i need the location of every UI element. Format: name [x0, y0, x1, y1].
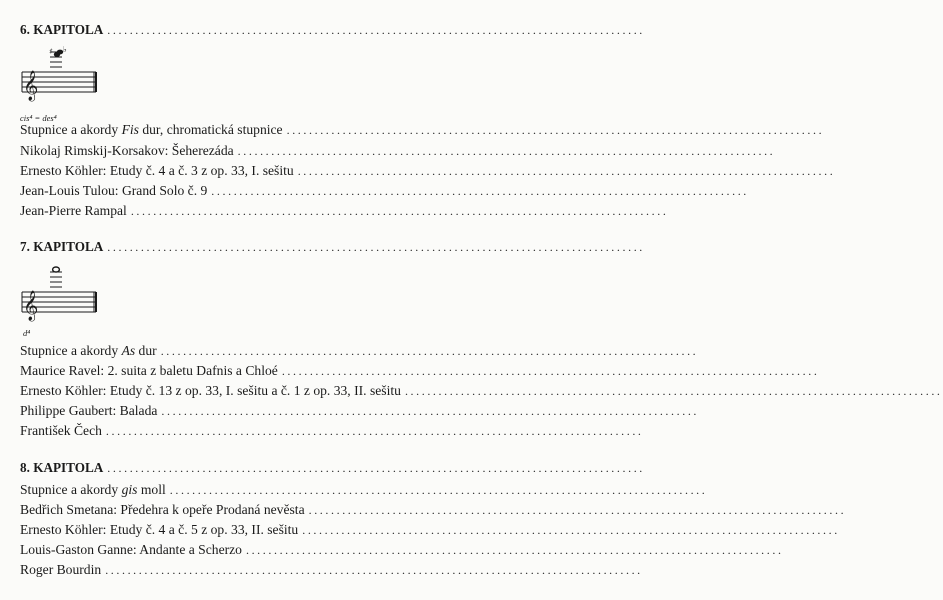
toc-entry[interactable]: Stupnice a akordy Fis dur, chromatická stupnice ................................................................................................: [20, 120, 493, 140]
chapter-8-heading: 8. KAPITOLA ................................................................................................: [20, 458, 493, 478]
note-label: cis⁴ = des⁴: [20, 113, 57, 123]
chapter-6-heading: 6. KAPITOLA ................................................................................................: [20, 20, 493, 40]
toc-entry[interactable]: Ernesto Köhler: Etudy č. 4 a č. 5 z op. 33, II. sešitu ................................................................................................: [20, 520, 493, 540]
chapter-7-heading: 7. KAPITOLA ................................................................................................: [20, 237, 493, 257]
treble-clef-icon: 𝄞: [23, 71, 39, 101]
leader-dots: ................................................................................................: [107, 461, 645, 475]
toc-entry[interactable]: Maurice Ravel: 2. suita z baletu Dafnis a Chloé ................................................................................................: [20, 361, 493, 381]
note-label: d⁴: [23, 328, 31, 338]
leader-dots: ................................................................................................: [297, 164, 836, 178]
toc-entry[interactable]: Stupnice a akordy As dur ................................................................................................: [20, 341, 493, 361]
leader-dots: ................................................................................................: [130, 204, 669, 218]
leader-dots: ................................................................................................: [237, 144, 776, 158]
treble-clef-icon: 𝄞: [23, 291, 39, 321]
leader-dots: ................................................................................................: [105, 563, 643, 577]
leader-dots: ................................................................................................: [404, 384, 943, 398]
svg-text:♯: ♯: [49, 47, 53, 56]
svg-text:♭: ♭: [63, 45, 67, 54]
toc-entry[interactable]: Louis-Gaston Ganne: Andante a Scherzo ................................................................................................: [20, 540, 493, 560]
toc-entry[interactable]: Philippe Gaubert: Balada ................................................................................................: [20, 401, 493, 421]
leader-dots: ................................................................................................: [302, 523, 840, 537]
toc-entry[interactable]: Ernesto Köhler: Etudy č. 4 a č. 3 z op. 33, I. sešitu ................................................................................................: [20, 161, 493, 181]
toc-entry[interactable]: Roger Bourdin ................................................................................................: [20, 560, 493, 580]
note-head-icon: [53, 267, 60, 272]
toc-entry[interactable]: Stupnice a akordy gis moll ................................................................................................: [20, 480, 493, 500]
leader-dots: ................................................................................................: [107, 240, 645, 254]
leader-dots: ................................................................................................: [286, 123, 825, 137]
leader-dots: ................................................................................................: [107, 23, 645, 37]
leader-dots: ................................................................................................: [211, 184, 749, 198]
leader-dots: ................................................................................................: [161, 404, 700, 418]
toc-entry[interactable]: Jean-Pierre Rampal ................................................................................................: [20, 201, 493, 221]
toc-entry[interactable]: Bedřich Smetana: Předehra k opeře Prodaná nevěsta ................................................................................................: [20, 500, 493, 520]
music-staff-d4: [18, 262, 128, 330]
toc-entry[interactable]: Ernesto Köhler: Etudy č. 13 z op. 33, I. sešitu a č. 1 z op. 33, II. sešitu ................................................................................................: [20, 381, 493, 401]
leader-dots: ................................................................................................: [160, 344, 699, 358]
toc-entry[interactable]: František Čech ................................................................................................: [20, 421, 493, 441]
leader-dots: ................................................................................................: [308, 503, 847, 517]
music-staff-cis4: [18, 44, 128, 114]
toc-entry[interactable]: Nikolaj Rimskij-Korsakov: Šeherezáda ................................................................................................: [20, 141, 493, 161]
leader-dots: ................................................................................................: [105, 424, 644, 438]
leader-dots: ................................................................................................: [281, 364, 820, 378]
toc-entry[interactable]: Jean-Louis Tulou: Grand Solo č. 9 ................................................................................................: [20, 181, 493, 201]
leader-dots: ................................................................................................: [169, 483, 708, 497]
leader-dots: ................................................................................................: [245, 543, 784, 557]
